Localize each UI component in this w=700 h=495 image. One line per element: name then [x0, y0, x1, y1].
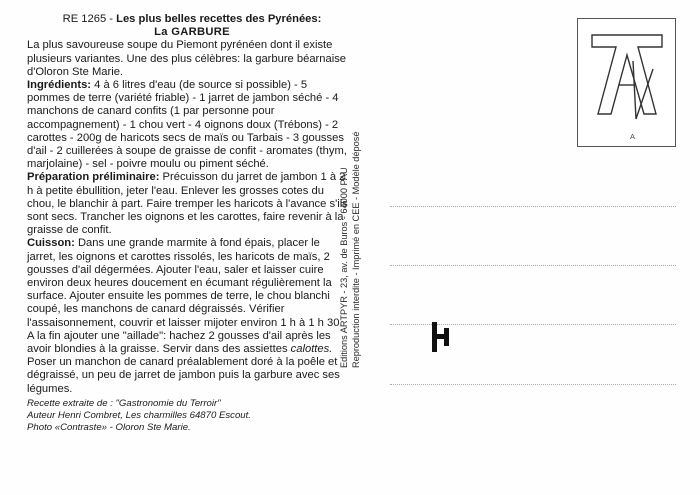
dish-name: La GARBURE [154, 26, 230, 39]
stamp-box [577, 18, 676, 147]
preparation-label: Préparation préliminaire: [27, 171, 160, 184]
credits [27, 398, 349, 435]
cuisson-italic-text: calottes. [290, 343, 333, 356]
card-title [27, 13, 349, 26]
ingredients-label: Ingrédients: [27, 79, 92, 92]
cuisson-label: Cuisson: [27, 237, 75, 250]
reference-number: RE 1265 - [62, 13, 114, 25]
edge-mark-icon [432, 322, 450, 352]
address-line-4 [390, 384, 676, 385]
recipe-text-column [27, 13, 349, 435]
publisher-line-2: Reproduction interdite - Imprimé en CEE - Modèle déposé [351, 131, 361, 368]
publisher-line-1: Editions ARTPYR - 23, av. de Buros - 64000 PAU [339, 167, 349, 368]
cuisson-text: Dans une grande marmite à fond épais, placer le jarret, les oignons et carottes rissolés, les haricots de maïs, 2 gousses d'ail dégermées. Ajouter l'eau, saler et laisser cuire environ deux heures doucement en écumant régulièrement la surface. Ajouter ensuite les pommes de terre, le chou blanchi coupé, les manchons de canard dégraissés. Vérifier l'assaisonnement, couvrir et laisser mijoter environ 1 h à 1 h 30. A la fin ajouter une "aillade": hachez 2 gousses d'ail après les avoir blondies à la graisse. Servir dans des assiettes [27, 237, 343, 356]
stamp-letter: A [630, 132, 636, 141]
preparation-paragraph [27, 171, 349, 237]
credit-source: Recette extraite de : "Gastronomie du Terroir" [27, 397, 221, 409]
credit-author: Auteur Henri Combret, Les charmilles 64870 Escout. [27, 410, 251, 422]
address-line-1 [390, 206, 676, 207]
series-title: Les plus belles recettes des Pyrénées: [116, 13, 322, 25]
address-line-2 [390, 265, 676, 266]
credit-photo: Photo «Contraste» - Oloron Ste Marie. [27, 422, 191, 434]
intro-paragraph: La plus savoureuse soupe du Piemont pyrénéen dont il existe plusieurs variantes. Une des plus célèbres: la garbure béarnaise d'Oloron Ste Marie. [27, 39, 347, 78]
ingredients-paragraph [27, 79, 349, 171]
artpyr-logo-icon [578, 19, 675, 146]
cuisson-text-end: Poser un manchon de canard préalablement doré à la poêle et dégraissé, un peu de jarret de jambon puis la garbure avec ses légumes. [27, 356, 340, 395]
publisher-info [338, 131, 362, 368]
ingredients-text: 4 à 6 litres d'eau (de source si possible) - 5 pommes de terre (variété friable) - 1 jarret de jambon séché - 4 manchons de canard confits (1 par personne pour accompagnement) - 1 chou vert - 4 oignons doux (Trébons) - 2 carottes - 200g de haricots secs de maïs ou Tarbais - 3 gousses d'ail - 2 cuillerées à soupe de graisse de confit - aromates (thym, marjolaine) - sel - poivre moulu ou piment séché. [27, 79, 347, 171]
preparation-text: Précuisson du jarret de jambon 1 à 2 h à petite ébullition, jeter l'eau. Enlever les grosses cotes du chou, le blanchir à part. Faire tremper les haricots à l'avance s'ils sont secs. Trancher les oignons et les carottes, faire revenir à la graisse de confit. [27, 171, 348, 237]
cuisson-paragraph [27, 237, 349, 395]
